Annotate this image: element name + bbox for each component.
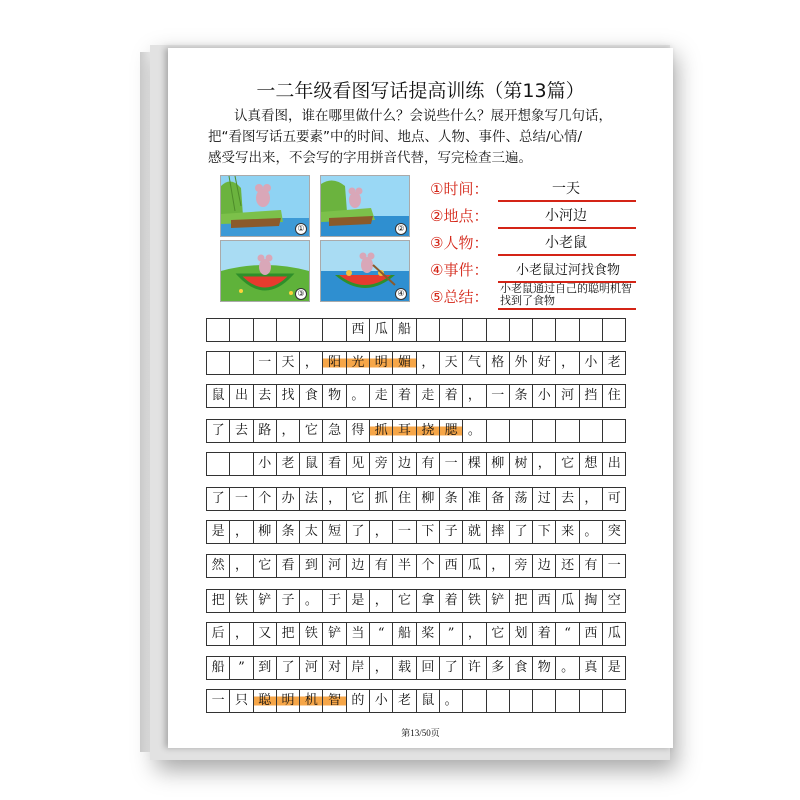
grid-cell: 耳 — [392, 419, 416, 443]
grid-cell: 它 — [253, 554, 277, 578]
grid-cell: 媚 — [392, 351, 416, 375]
grid-cell: 瓜 — [462, 554, 486, 578]
grid-cell: 柳 — [416, 487, 440, 511]
grid-cell: 边 — [392, 452, 416, 476]
underline — [498, 200, 636, 202]
page-title: 一二年级看图写话提高训练（第13篇） — [256, 80, 585, 102]
grid-cell: 就 — [462, 520, 486, 544]
grid-cell — [229, 452, 253, 476]
grid-cell: 小 — [369, 689, 393, 713]
grid-cell: 老 — [392, 689, 416, 713]
grid-cell: 它 — [555, 452, 579, 476]
essay-row — [206, 622, 644, 646]
grid-cell: 小 — [532, 384, 556, 408]
grid-cell: 了 — [276, 656, 300, 680]
grid-cell: 来 — [555, 520, 579, 544]
grid-cell: 走 — [369, 384, 393, 408]
grid-cell: 对 — [322, 656, 346, 680]
grid-cell — [579, 318, 603, 342]
grid-cell: 下 — [532, 520, 556, 544]
element-event — [430, 259, 650, 284]
grid-cell — [206, 318, 230, 342]
essay-row — [206, 419, 644, 443]
grid-cell: 载 — [392, 656, 416, 680]
essay-row — [206, 384, 644, 408]
grid-cell — [229, 318, 253, 342]
picture-number: ③ — [295, 288, 307, 300]
grid-cell: 棵 — [462, 452, 486, 476]
grid-cell: 划 — [509, 622, 533, 646]
grid-cell: ” — [229, 656, 253, 680]
element-value: 小老鼠过河找食物 — [515, 263, 620, 278]
grid-cell — [532, 689, 556, 713]
element-value: 小河边 — [545, 208, 587, 224]
grid-cell: ， — [369, 520, 393, 544]
grid-cell: “ — [555, 622, 579, 646]
grid-cell — [322, 318, 346, 342]
grid-cell: 铁 — [299, 622, 323, 646]
underline — [498, 254, 636, 256]
grid-cell — [486, 318, 510, 342]
grid-cell: 子 — [276, 589, 300, 613]
grid-cell: 了 — [439, 656, 463, 680]
grid-cell: 明 — [276, 689, 300, 713]
grid-cell: 。 — [555, 656, 579, 680]
instruction-line: 感受写出来，不会写的字用拼音代替，写完检查三遍。 — [208, 150, 532, 166]
grid-cell — [555, 689, 579, 713]
grid-cell: 过 — [532, 487, 556, 511]
essay-row — [206, 554, 644, 578]
grid-cell: 老 — [602, 351, 626, 375]
grid-cell — [602, 318, 626, 342]
grid-cell: 格 — [486, 351, 510, 375]
grid-cell: 腮 — [439, 419, 463, 443]
instruction-line: 认真看图，谁在哪里做什么？会说些什么？展开想象写几句话， — [234, 108, 612, 124]
grid-cell: 瓜 — [555, 589, 579, 613]
grid-cell: 把 — [206, 589, 230, 613]
grid-cell: 办 — [276, 487, 300, 511]
element-value: 小老鼠 — [545, 235, 587, 251]
grid-cell: 然 — [206, 554, 230, 578]
grid-cell: 看 — [276, 554, 300, 578]
grid-cell: ， — [299, 351, 323, 375]
grid-cell: 它 — [486, 622, 510, 646]
grid-cell: 个 — [253, 487, 277, 511]
grid-cell: 西 — [439, 554, 463, 578]
grid-cell: 半 — [392, 554, 416, 578]
grid-cell: 的 — [346, 689, 370, 713]
grid-cell: 气 — [462, 351, 486, 375]
element-value: 小老鼠通过自己的聪明机智找到了食物 — [500, 282, 632, 307]
grid-cell: 河 — [322, 554, 346, 578]
grid-cell: 好 — [532, 351, 556, 375]
five-elements — [430, 178, 660, 318]
grid-cell: 边 — [346, 554, 370, 578]
element-label: ②地点： — [430, 207, 489, 225]
grid-cell: 一 — [439, 452, 463, 476]
grid-cell: 西 — [579, 622, 603, 646]
grid-cell — [509, 689, 533, 713]
grid-cell — [602, 419, 626, 443]
grid-cell: 有 — [369, 554, 393, 578]
grid-cell: 路 — [253, 419, 277, 443]
element-summary — [430, 282, 650, 311]
grid-cell — [439, 318, 463, 342]
grid-cell: 条 — [439, 487, 463, 511]
grid-cell: 着 — [439, 589, 463, 613]
grid-cell: 把 — [509, 589, 533, 613]
grid-cell: 。 — [579, 520, 603, 544]
grid-cell: ， — [276, 419, 300, 443]
grid-cell: ， — [555, 351, 579, 375]
grid-cell: 又 — [253, 622, 277, 646]
grid-cell: 急 — [322, 419, 346, 443]
grid-cell: 桨 — [416, 622, 440, 646]
grid-cell: ， — [462, 384, 486, 408]
grid-cell: 是 — [602, 656, 626, 680]
grid-cell: 着 — [392, 384, 416, 408]
grid-cell: 它 — [392, 589, 416, 613]
grid-cell: 一 — [229, 487, 253, 511]
grid-cell: 铲 — [253, 589, 277, 613]
grid-cell: 着 — [439, 384, 463, 408]
underline — [498, 227, 636, 229]
grid-cell: 边 — [532, 554, 556, 578]
grid-cell: 有 — [416, 452, 440, 476]
picture-4 — [320, 240, 410, 302]
grid-cell: 一 — [486, 384, 510, 408]
grid-cell: 食 — [509, 656, 533, 680]
picture-3 — [220, 240, 310, 302]
grid-cell: 小 — [253, 452, 277, 476]
grid-cell: 掏 — [579, 589, 603, 613]
element-value: 一天 — [552, 181, 580, 197]
grid-cell: ， — [322, 487, 346, 511]
element-label: ⑤总结： — [430, 288, 489, 306]
grid-cell: 柳 — [486, 452, 510, 476]
grid-cell — [579, 689, 603, 713]
grid-cell: 小 — [579, 351, 603, 375]
grid-cell — [276, 318, 300, 342]
grid-cell: ， — [579, 487, 603, 511]
grid-cell: 铁 — [229, 589, 253, 613]
grid-cell: 看 — [322, 452, 346, 476]
grid-cell: 条 — [509, 384, 533, 408]
grid-cell: ， — [416, 351, 440, 375]
grid-cell: 物 — [322, 384, 346, 408]
grid-cell: 一 — [206, 689, 230, 713]
grid-cell — [206, 452, 230, 476]
grid-cell: 老 — [276, 452, 300, 476]
grid-cell — [555, 318, 579, 342]
grid-cell: 去 — [555, 487, 579, 511]
grid-cell: 天 — [439, 351, 463, 375]
grid-cell: 船 — [392, 622, 416, 646]
grid-cell: 西 — [346, 318, 370, 342]
grid-cell: 住 — [602, 384, 626, 408]
grid-cell: ， — [486, 554, 510, 578]
grid-cell: 找 — [276, 384, 300, 408]
grid-cell: 了 — [509, 520, 533, 544]
picture-number: ② — [395, 223, 407, 235]
grid-cell: 一 — [392, 520, 416, 544]
grid-cell: 出 — [602, 452, 626, 476]
grid-cell: “ — [369, 622, 393, 646]
element-label: ①时间： — [430, 180, 489, 198]
grid-cell: 有 — [579, 554, 603, 578]
grid-cell — [462, 318, 486, 342]
element-label: ③人物： — [430, 234, 489, 252]
grid-cell: 柳 — [253, 520, 277, 544]
grid-cell: 一 — [602, 554, 626, 578]
grid-cell: 摔 — [486, 520, 510, 544]
grid-cell: 光 — [346, 351, 370, 375]
grid-cell: 真 — [579, 656, 603, 680]
grid-cell: 阳 — [322, 351, 346, 375]
grid-cell: 了 — [346, 520, 370, 544]
grid-cell: ” — [439, 622, 463, 646]
essay-row — [206, 689, 644, 713]
grid-cell: ， — [532, 452, 556, 476]
grid-cell: 鼠 — [416, 689, 440, 713]
grid-cell: 法 — [299, 487, 323, 511]
grid-cell: 是 — [206, 520, 230, 544]
worksheet-page — [168, 48, 673, 748]
grid-cell: 铲 — [322, 622, 346, 646]
grid-cell: 挡 — [579, 384, 603, 408]
grid-cell: 船 — [206, 656, 230, 680]
grid-cell: 空 — [602, 589, 626, 613]
grid-cell — [206, 351, 230, 375]
grid-cell: 物 — [532, 656, 556, 680]
grid-cell: 只 — [229, 689, 253, 713]
grid-cell: 了 — [206, 487, 230, 511]
essay-row — [206, 487, 644, 511]
grid-cell: 。 — [439, 689, 463, 713]
grid-cell: 把 — [276, 622, 300, 646]
essay-row — [206, 656, 644, 680]
underline — [498, 308, 636, 310]
grid-cell — [509, 318, 533, 342]
grid-cell — [532, 419, 556, 443]
grid-cell: 子 — [439, 520, 463, 544]
grid-cell: 。 — [299, 589, 323, 613]
grid-cell: ， — [229, 520, 253, 544]
grid-cell: 。 — [462, 419, 486, 443]
grid-cell: 走 — [416, 384, 440, 408]
grid-cell: 河 — [555, 384, 579, 408]
essay-row — [206, 351, 644, 375]
grid-cell: 树 — [509, 452, 533, 476]
grid-cell: 明 — [369, 351, 393, 375]
grid-cell: 突 — [602, 520, 626, 544]
grid-cell: 许 — [462, 656, 486, 680]
element-label: ④事件： — [430, 261, 489, 279]
grid-cell: ， — [369, 589, 393, 613]
grid-cell: 外 — [509, 351, 533, 375]
grid-cell: ， — [369, 656, 393, 680]
grid-cell — [602, 689, 626, 713]
grid-cell: 。 — [346, 384, 370, 408]
grid-cell: 拿 — [416, 589, 440, 613]
grid-cell: 到 — [299, 554, 323, 578]
grid-cell: 是 — [346, 589, 370, 613]
grid-cell: 智 — [322, 689, 346, 713]
grid-cell — [532, 318, 556, 342]
instructions — [208, 106, 648, 169]
grid-cell: 条 — [276, 520, 300, 544]
picture-2 — [320, 175, 410, 237]
grid-cell: 聪 — [253, 689, 277, 713]
grid-cell: 去 — [253, 384, 277, 408]
grid-cell: ， — [229, 622, 253, 646]
grid-cell: 一 — [253, 351, 277, 375]
grid-cell — [229, 351, 253, 375]
grid-cell: 了 — [206, 419, 230, 443]
grid-cell: 铁 — [462, 589, 486, 613]
grid-cell: 瓜 — [602, 622, 626, 646]
grid-cell — [486, 419, 510, 443]
essay-row — [206, 318, 644, 342]
instruction-line: 把“看图写话五要素”中的时间、地点、人物、事件、总结/心情/ — [208, 129, 583, 145]
book-edge — [140, 52, 150, 752]
grid-cell: 瓜 — [369, 318, 393, 342]
essay-row — [206, 589, 644, 613]
grid-cell: 抓 — [369, 419, 393, 443]
grid-cell: ， — [462, 622, 486, 646]
grid-cell: 见 — [346, 452, 370, 476]
grid-cell: 旁 — [369, 452, 393, 476]
element-time — [430, 178, 650, 203]
grid-cell: 备 — [486, 487, 510, 511]
grid-cell: 河 — [299, 656, 323, 680]
picture-1 — [220, 175, 310, 237]
grid-cell: 抓 — [369, 487, 393, 511]
grid-cell: 挠 — [416, 419, 440, 443]
grid-cell: 它 — [346, 487, 370, 511]
grid-cell: 多 — [486, 656, 510, 680]
picture-number: ④ — [395, 288, 407, 300]
grid-cell — [299, 318, 323, 342]
grid-cell: 天 — [276, 351, 300, 375]
grid-cell: 得 — [346, 419, 370, 443]
grid-cell: 回 — [416, 656, 440, 680]
element-person — [430, 232, 650, 257]
grid-cell — [462, 689, 486, 713]
grid-cell: 后 — [206, 622, 230, 646]
grid-cell: 到 — [253, 656, 277, 680]
grid-cell: 船 — [392, 318, 416, 342]
grid-cell — [486, 689, 510, 713]
page-number: 第13/50页 — [401, 728, 440, 738]
grid-cell: 于 — [322, 589, 346, 613]
grid-cell: 太 — [299, 520, 323, 544]
grid-cell: 可 — [602, 487, 626, 511]
grid-cell: 出 — [229, 384, 253, 408]
grid-cell: 食 — [299, 384, 323, 408]
essay-row — [206, 452, 644, 476]
grid-cell: 鼠 — [299, 452, 323, 476]
grid-cell: 住 — [392, 487, 416, 511]
grid-cell: ， — [229, 554, 253, 578]
picture-number: ① — [295, 223, 307, 235]
grid-cell: 下 — [416, 520, 440, 544]
grid-cell: 短 — [322, 520, 346, 544]
grid-cell: 它 — [299, 419, 323, 443]
grid-cell: 当 — [346, 622, 370, 646]
grid-cell: 铲 — [486, 589, 510, 613]
grid-cell — [579, 419, 603, 443]
grid-cell: 去 — [229, 419, 253, 443]
grid-cell — [555, 419, 579, 443]
grid-cell: 鼠 — [206, 384, 230, 408]
grid-cell — [509, 419, 533, 443]
element-place — [430, 205, 650, 230]
grid-cell: 荡 — [509, 487, 533, 511]
grid-cell — [416, 318, 440, 342]
essay-row — [206, 520, 644, 544]
grid-cell: 还 — [555, 554, 579, 578]
grid-cell: 西 — [532, 589, 556, 613]
grid-cell: 机 — [299, 689, 323, 713]
grid-cell — [253, 318, 277, 342]
grid-cell: 想 — [579, 452, 603, 476]
grid-cell: 个 — [416, 554, 440, 578]
grid-cell: 着 — [532, 622, 556, 646]
grid-cell: 准 — [462, 487, 486, 511]
grid-cell: 旁 — [509, 554, 533, 578]
grid-cell: 岸 — [346, 656, 370, 680]
